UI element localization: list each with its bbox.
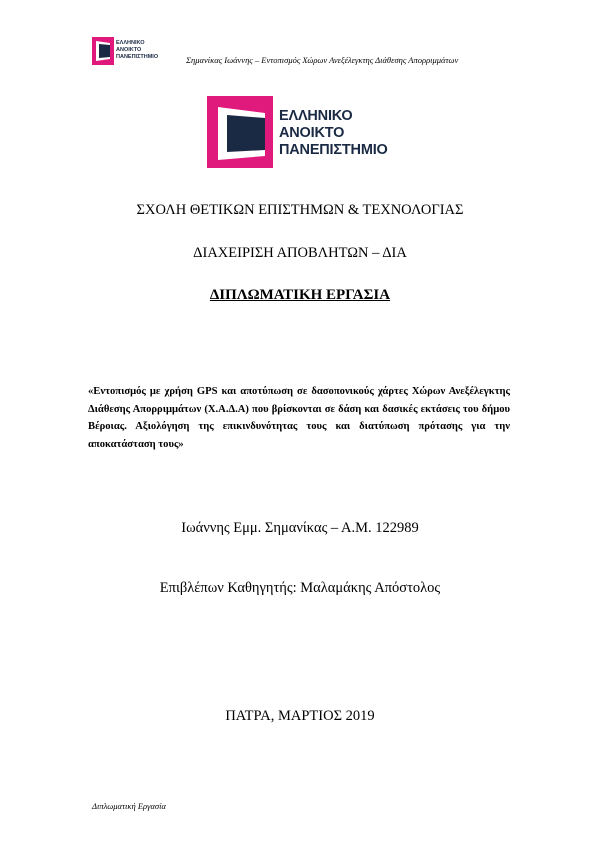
thesis-type: ΔΙΠΛΩΜΑΤΙΚΗ ΕΡΓΑΣΙΑ	[209, 287, 391, 303]
school-name: ΣΧΟΛΗ ΘΕΤΙΚΩΝ ΕΠΙΣΤΗΜΩΝ & ΤΕΧΝΟΛΟΓΙΑΣ	[136, 202, 464, 218]
university-name-line-3: ΠΑΝΕΠΙΣΤΗΜΙΟ	[279, 142, 388, 158]
header-logo	[92, 37, 159, 65]
university-name-line-2: ΑΝΟΙΚΤΟ	[279, 125, 345, 141]
page-footer: Διπλωματική Εργασία	[92, 801, 166, 811]
university-logo-mark	[207, 96, 273, 168]
university-logo	[207, 96, 397, 168]
header-logo-line-1: ΕΛΛΗΝΙΚΟ	[116, 40, 145, 46]
header-logo-line-2: ΑΝΟΙΚΤΟ	[116, 47, 142, 53]
university-logo-mark	[92, 37, 114, 65]
place-date: ΠΑΤΡΑ, ΜΑΡΤΙΟΣ 2019	[225, 708, 375, 724]
department-name: ΔΙΑΧΕΙΡΙΣΗ ΑΠΟΒΛΗΤΩΝ – ΔΙΑ	[193, 245, 407, 261]
author: Ιωάννης Εμμ. Σημανίκας – Α.Μ. 122989	[181, 520, 419, 536]
running-header: Σημανίκας Ιωάννης – Εντοπισμός Χώρων Ανεξέλεγκτης Διάθεσης Απορριμμάτων	[186, 55, 459, 65]
header-logo-text	[116, 40, 158, 61]
university-name-line-1: ΕΛΛΗΝΙΚΟ	[279, 108, 353, 124]
supervisor: Επιβλέπων Καθηγητής: Μαλαμάκης Απόστολος	[159, 580, 441, 596]
thesis-title: «Εντοπισμός με χρήση GPS και αποτύπωση σε δασοπονικούς χάρτες Χώρων Ανεξέλεγκτης Διάθεσης Απορριμμάτων (Χ.Α.Δ.Α) που βρίσκονται σε δάση και δασικές εκτάσεις του δήμου Βέροιας. Αξιολόγηση της επικινδυνότητας τους και διατύπωση πρότασης για την αποκατάσταση τους»	[88, 386, 510, 450]
header-logo-line-3: ΠΑΝΕΠΙΣΤΗΜΙΟ	[116, 54, 159, 60]
university-name	[279, 108, 388, 159]
